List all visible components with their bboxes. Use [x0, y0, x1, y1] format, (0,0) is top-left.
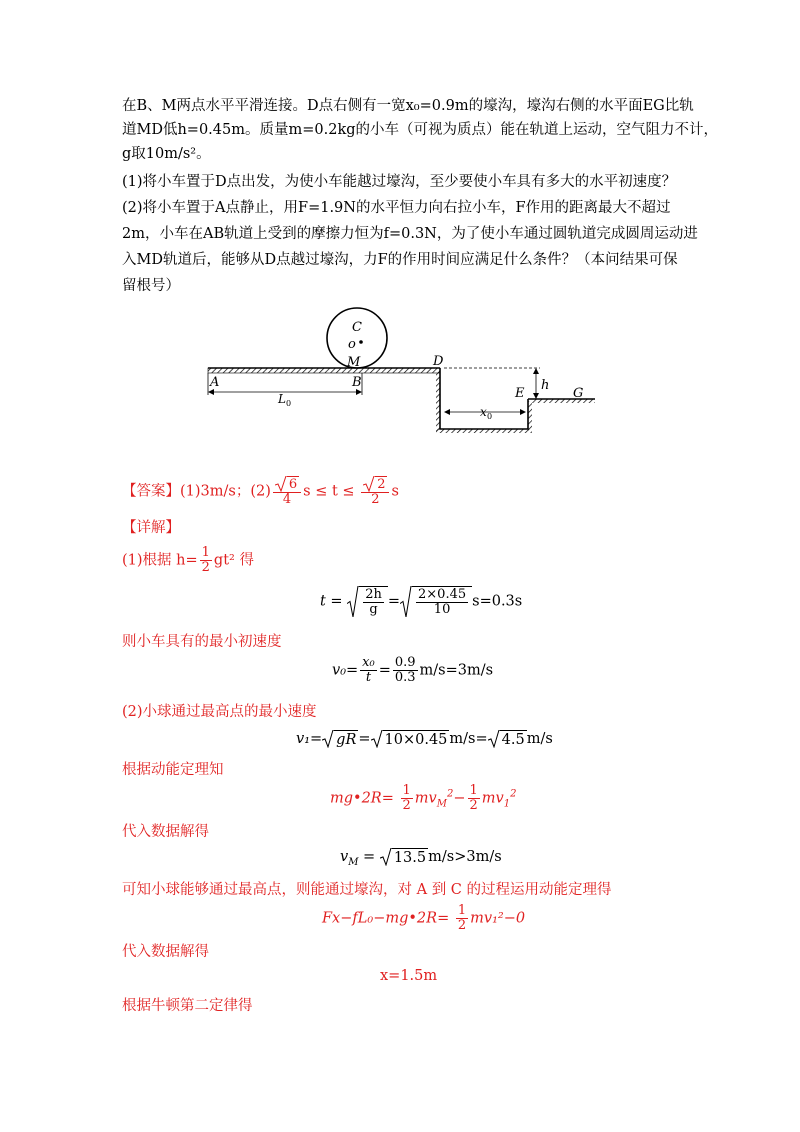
detail-step2-text5: 代入数据解得: [122, 944, 209, 960]
equation-v0: v₀= $\frac{\text{x₀}}{t}$ = $\frac{0.9}{0.3}$ m/s=3m/s: [332, 655, 494, 685]
detail-label: 【详解】: [122, 520, 180, 536]
label-M: M: [347, 355, 361, 370]
label-C: C: [352, 320, 362, 335]
equation-time: t = $\frac{2h}{g}$ = $\frac{2\times 0.45}{10}$ s=0.3s: [320, 587, 523, 617]
label-h: h: [541, 378, 550, 393]
question-1: (1)将小车置于D点出发，为使小车能越过壕沟，至少要使小车具有多大的水平初速度？: [122, 174, 677, 190]
question-2-line-3: 入MD轨道后，能够从D点越过壕沟，力F的作用时间应满足什么条件？（本问结果可保: [122, 252, 678, 268]
label-O: o: [348, 337, 356, 352]
answer-line: [122, 476, 399, 507]
answer-label: 【答案】: [122, 483, 180, 500]
track-diagram: [200, 305, 600, 440]
equation-vM: $v_M$ = 13.5 m/s>3m/s: [340, 849, 502, 868]
label-G: G: [573, 386, 584, 401]
problem-line-2: 道MD低h=0.45m。质量m=0.2kg的小车（可视为质点）能在轨道上运动，空气阻力不计，: [122, 122, 719, 138]
label-D: D: [433, 354, 444, 369]
detail-step2-text3: 代入数据解得: [122, 824, 209, 840]
label-E: E: [515, 386, 525, 401]
label-L0-sub: 0: [286, 399, 292, 408]
answer-part1: (1)3m/s；(2): [180, 483, 271, 500]
detail-step2-text6: 根据牛顿第二定律得: [122, 998, 253, 1014]
question-2-line-2: 2m，小车在AB轨道上受到的摩擦力恒为f=0.3N，为了使小车通过圆轨道完成圆周运动进: [122, 226, 698, 242]
equation-x: x=1.5m: [380, 968, 438, 984]
answer-frac-1: $\frac{6}{4}$: [273, 476, 301, 507]
label-B: B: [352, 375, 362, 390]
label-L0: L: [278, 392, 286, 406]
problem-line-1: 在B、M两点水平平滑连接。D点右侧有一宽x₀=0.9m的壕沟，壕沟右侧的水平面EG比轨: [122, 98, 694, 114]
label-x0-sub: 0: [487, 412, 493, 421]
detail-step1-intro: (1)根据 h= $\frac{1}{2}$ gt² 得: [122, 545, 254, 575]
detail-step1-text2: 则小车具有的最小初速度: [122, 634, 282, 650]
detail-step2-text1: (2)小球通过最高点的最小速度: [122, 704, 317, 720]
equation-v1: v₁= gR = 10×0.45 m/s= 4.5 m/s: [296, 731, 553, 748]
problem-line-3: g取10m/s²。: [122, 146, 211, 162]
question-2-line-4: 留根号）: [122, 278, 180, 294]
equation-work-energy: Fx−fL₀−mg•2R= $\frac{1}{2}$ mv₁²−0: [322, 903, 526, 933]
equation-energy: mg•2R= $\frac{1}{2}$ $mv_M^2-$ $\frac{1}{2}$ $mv_1^2$: [330, 783, 517, 813]
label-x0: x: [480, 405, 487, 419]
detail-step2-text4: 可知小球能够通过最高点，则能通过壕沟，对 A 到 C 的过程运用动能定理得: [122, 882, 612, 898]
label-A: A: [210, 375, 220, 390]
question-2-line-1: (2)将小车置于A点静止，用F=1.9N的水平恒力向右拉小车，F作用的距离最大不超过: [122, 200, 671, 216]
answer-unit-2: s: [391, 483, 399, 500]
center-dot: [359, 340, 363, 344]
detail-step2-text2: 根据动能定理知: [122, 762, 224, 778]
answer-frac-2: $\frac{2}{2}$: [361, 476, 389, 507]
answer-unit-1: s ≤ t ≤: [303, 483, 360, 500]
